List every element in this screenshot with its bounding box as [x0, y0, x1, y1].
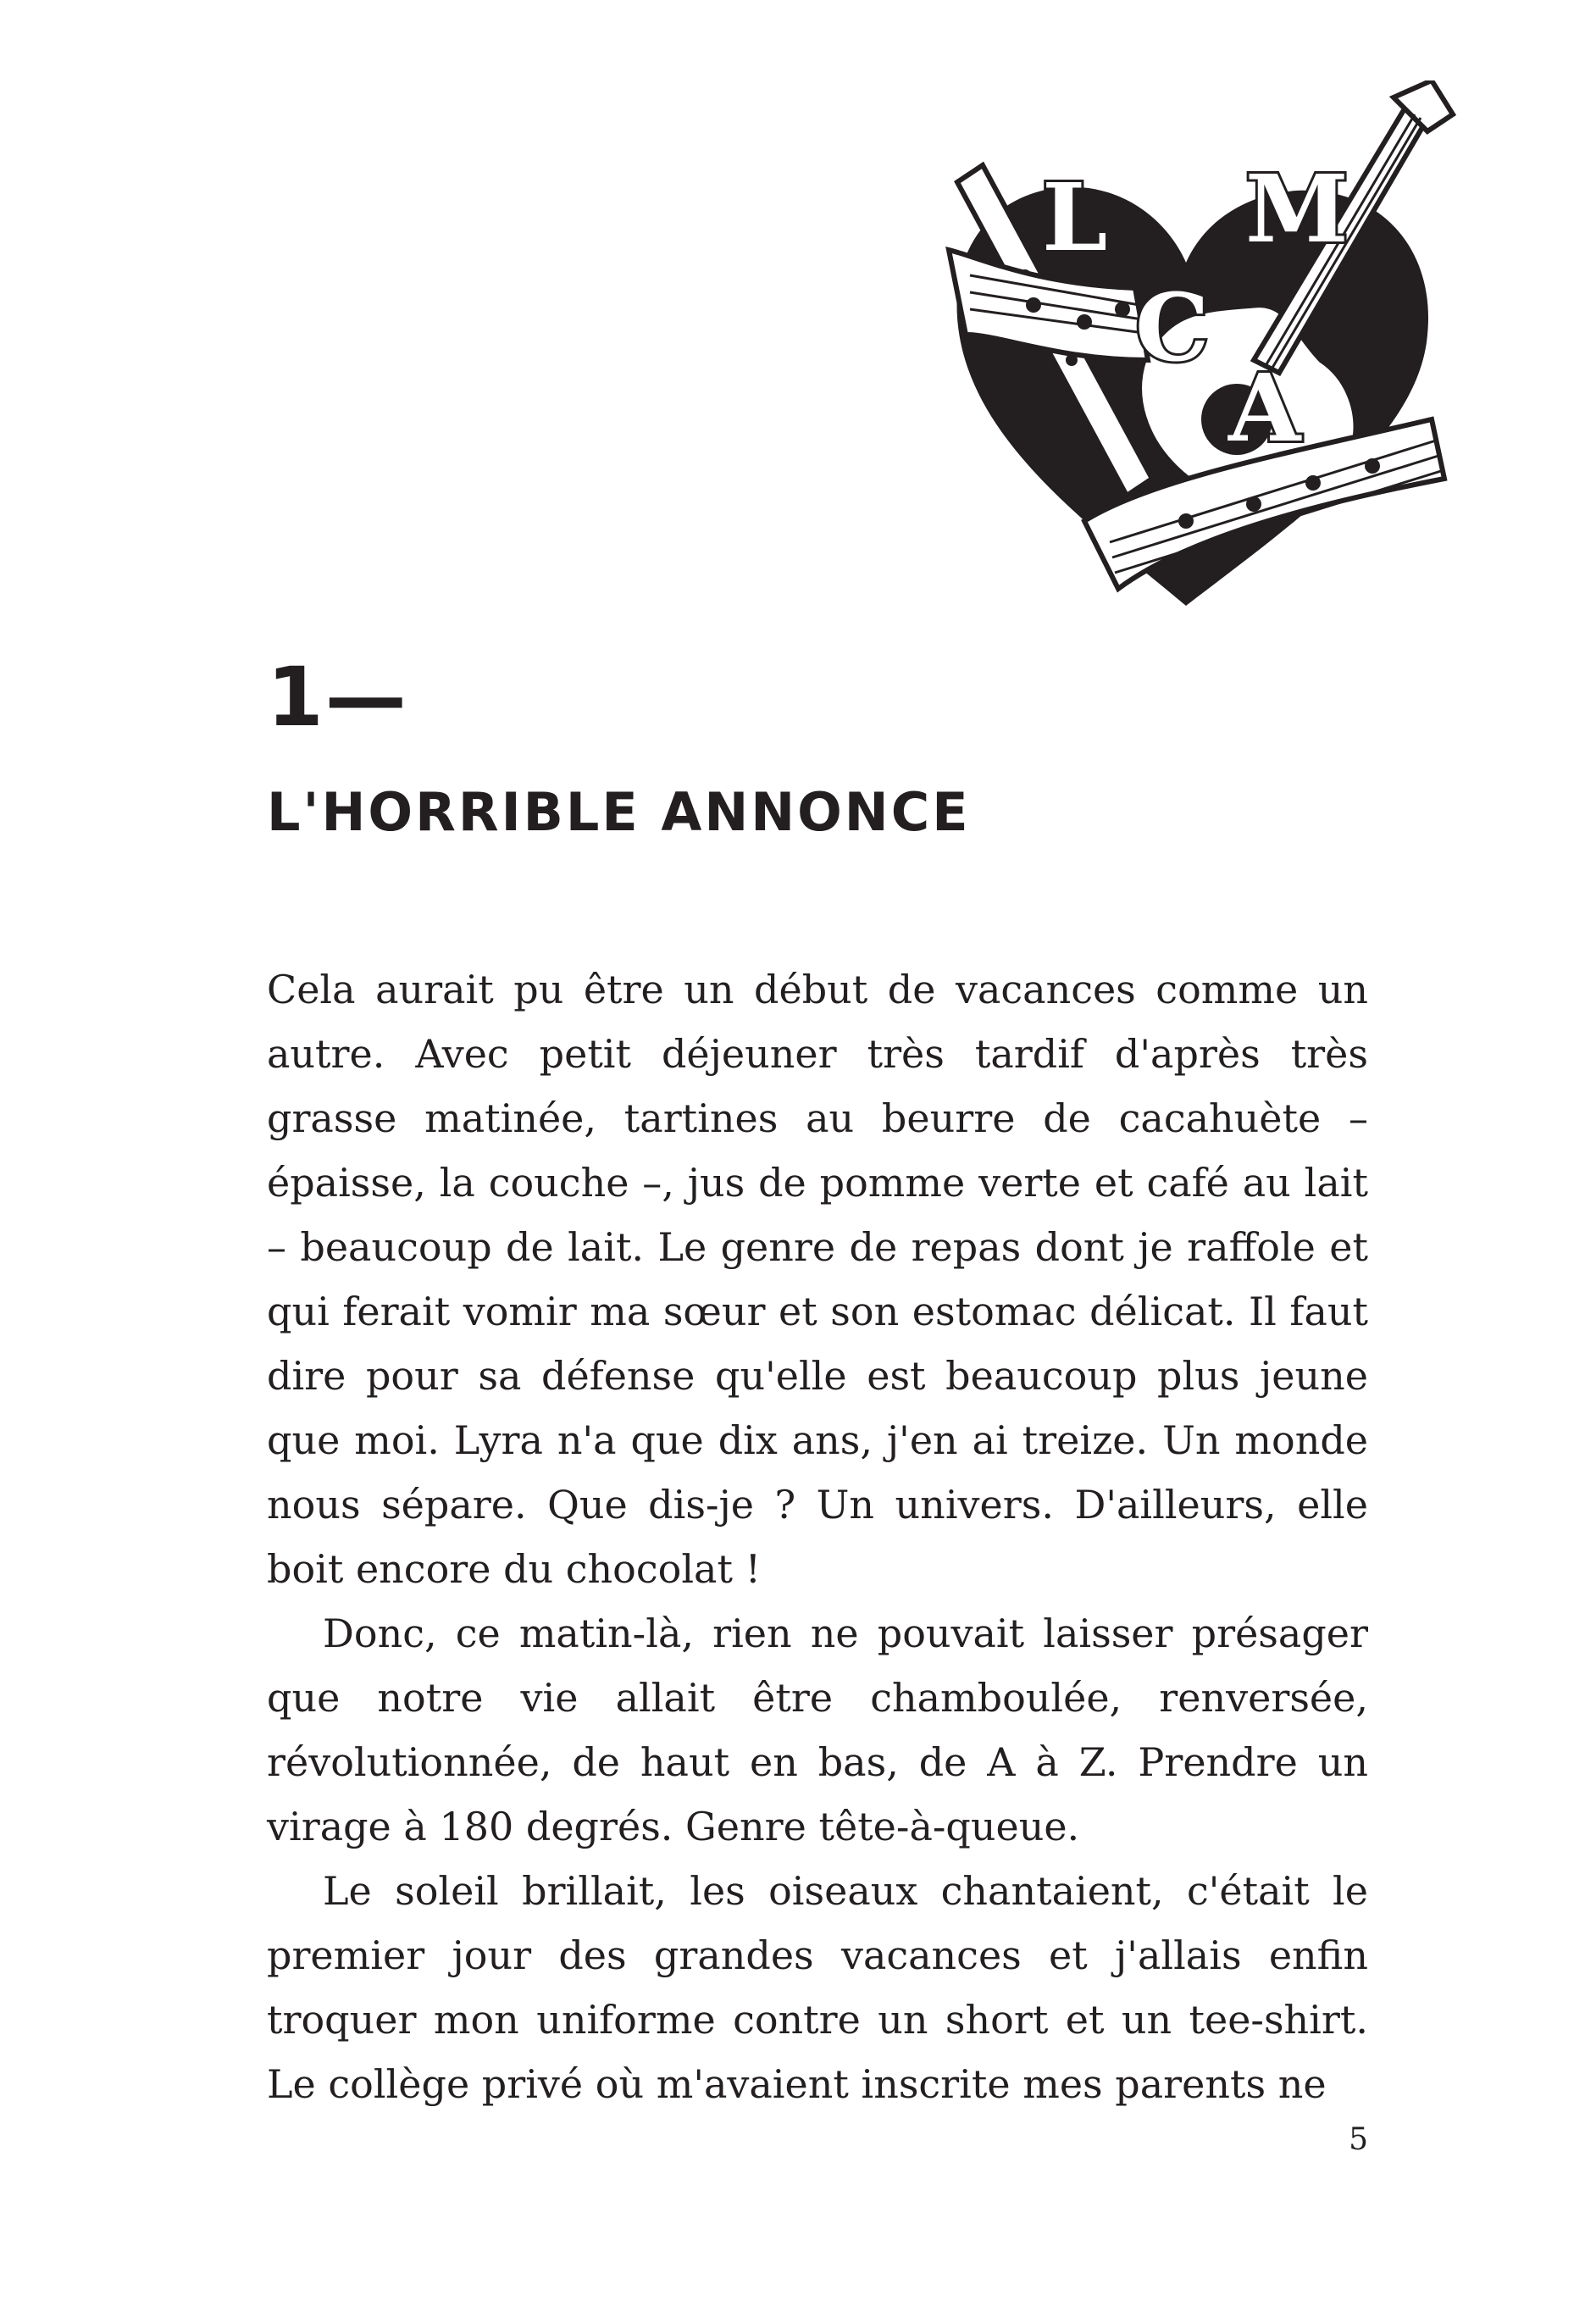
page-number: 5 — [1349, 2122, 1368, 2157]
logo-letter-m: M — [1245, 154, 1349, 263]
logo-letter-a: A — [1228, 353, 1301, 463]
paragraph: Cela aurait pu être un début de vacances comme un autre. Avec petit déjeuner très tardif d'après très grasse matinée, tartines au beurre de cacahuète – épaisse, la couche –, jus de pomme verte et café au lait – beaucoup de lait. Le genre de repas dont je raffole et qui ferait vomir ma sœur et son estomac délicat. Il faut dire pour sa défense qu'elle est beaucoup plus jeune que moi. Lyra n'a que dix ans, j'en ai treize. Un monde nous sépare. Que dis-je ? Un univers. D'ailleurs, elle boit encore du chocolat ! — [267, 967, 1368, 1592]
chapter-number: 1— — [267, 650, 408, 745]
chapter-body — [267, 957, 1368, 2116]
paragraph: Donc, ce matin-là, rien ne pouvait laisser présager que notre vie allait être chamboulée, renversée, révolutionnée, de haut en bas, de A à Z. Prendre un virage à 180 degrés. Genre tête-à-queue. — [267, 1611, 1368, 1849]
logo-letter-l: L — [1042, 163, 1108, 272]
lcma-heart-logo — [932, 80, 1457, 631]
paragraph: Le soleil brillait, les oiseaux chantaient, c'était le premier jour des grandes vacances et j'allais enfin troquer mon uniforme contre un short et un tee-shirt. Le collège privé où m'avaient inscrite mes parents ne — [267, 1868, 1368, 2107]
logo-letter-c: C — [1135, 273, 1210, 382]
chapter-title: L'HORRIBLE ANNONCE — [267, 781, 971, 843]
